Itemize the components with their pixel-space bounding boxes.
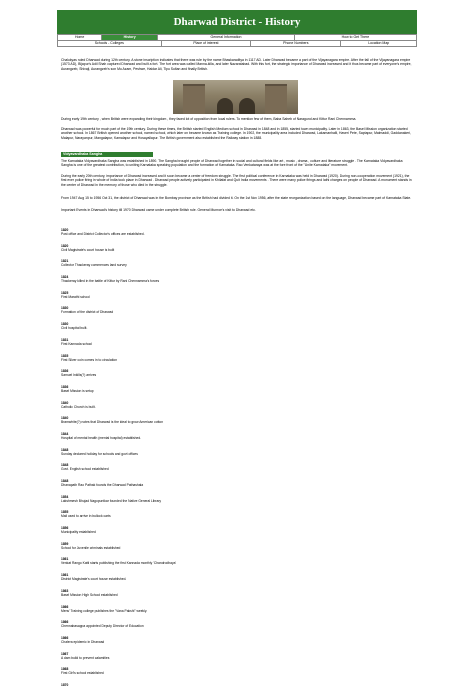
- timeline-year: 1836: [61, 369, 69, 374]
- timeline-entry: [61, 416, 401, 432]
- timeline-event: Thackeray killed in the battle of Kittur by Rani Chennamma's forces: [61, 279, 160, 284]
- nav-link-place-of-interest[interactable]: Place of interest: [161, 41, 251, 47]
- timeline-year: 1840: [61, 416, 69, 421]
- timeline-year: 1825: [61, 290, 69, 295]
- timeline-year: 1859: [61, 541, 69, 546]
- section-paragraph-3: From 1947 Aug 15 to 1956 Oct 31, the district of Dharwad was in the Bombay province as the British had divided it. On the 1st Nov 1956, after the state reorganization based on the language, Dharwad became part of Karnataka State.: [61, 196, 412, 200]
- timeline-entry: [61, 683, 401, 699]
- timeline-event: First Girl's school established: [61, 671, 104, 676]
- section-paragraph-4: Important Events in Dharwad's history till 1970 Dharwad came under complete British rule. General Munroe's visit to Dharwad etc.: [61, 208, 256, 212]
- timeline-event: First Marathi school: [61, 294, 90, 299]
- timeline-entry: [61, 557, 401, 573]
- timeline-year: 1866: [61, 620, 69, 625]
- timeline-year: 1866: [61, 604, 69, 609]
- timeline-year: 1861: [61, 573, 69, 578]
- timeline-event: Venkat Rango Katti starts publishing the first Kannada monthly 'Chandrodhaya': [61, 561, 177, 566]
- timeline-event: Chalera epidemic in Dharwad: [61, 639, 105, 644]
- timeline-event: Bramwhite(?) notes that Dharwad is the ideal to grow American cotton: [61, 420, 164, 425]
- timeline-year: 1855: [61, 510, 69, 515]
- timeline-event: Dhanapath Rao Pathak founds the Dharwad Pathashala: [61, 483, 144, 487]
- timeline-event: Mens' Training college publishes the "Vana Pakshi" weekly.: [61, 608, 148, 613]
- timeline-event: Formation of the district of Dharwad: [61, 310, 114, 315]
- timeline-event: Sunday declared holiday for schools and govt offices: [61, 451, 138, 456]
- timeline-entry: [61, 291, 401, 307]
- timeline-entry: [61, 463, 401, 479]
- section-paragraph-2: During the early 20th century, importance of Dharwad increased and it soon became a center of freedom struggle. The first political conference in Karnataka was held in Dharwad (1920). During non-cooperation movement (1921), the first ever police firing in whole of India took place in Dharwad . Dharwad people actively participated in Khilafat and Quit India movements . There were many police firings and lathi charges on people of Dharwad. A monument stands in the center of Dharwad in the memory of those who died in the struggle.: [61, 174, 412, 187]
- timeline-year: 1831: [61, 337, 69, 342]
- timeline-year: 1840: [61, 400, 69, 405]
- timeline-year: 1856: [61, 526, 69, 531]
- timeline-year: 1863: [61, 588, 69, 593]
- timeline-event: Hospital of mental health (mental hospital) established.: [61, 435, 142, 440]
- timeline-year: 1830: [61, 322, 69, 327]
- timeline-year: 1854: [61, 494, 69, 499]
- timeline-entry: [61, 306, 401, 322]
- timeline-entry: [61, 322, 401, 338]
- timeline-event: Govt. English school established: [61, 467, 109, 472]
- section-paragraph-1: The Karnataka Vidyavardhaka Sangha was established in 1890. The Sangha brought people of Dharwad together in social and cultural fields like art , music , drama , culture and literature struggle . The Karnataka Vidyavardhaka Sangha is one of the greatest contribution, to uniting Karnataka speaking population and the formation of Karnataka. Rao Venkataraya was at the fore front of the "Unite Karnataka" movement.: [61, 159, 403, 168]
- timeline-year: 1848: [61, 463, 69, 468]
- timeline-entry: [61, 652, 401, 668]
- intro-paragraph-1: Chalukyas ruled Dharwad during 12th century. A stone inscription indicates that there was rule by the name Bhaskaraditya in 1117 AD. Later Dharwad became a part of the Vijayanagara empire. After the fall of the Vijayanagara empire (1573 AD), Bijapur's Adil Shah captured Dharwad and built a fort. The fort area was called Manna-killa, and later Nazaratabad. With this fort, the strategic importance of Dharwad increased and it thus became part of everyone's empire, Aurangzeb, Shivaji, Aurangzeb's son Mu Azam, Peshwe, Haidar Ali, Tipu Sultan and finally British.: [61, 58, 412, 71]
- timeline-entry: [61, 275, 401, 291]
- timeline-event: Catholic Church is built.: [61, 404, 96, 409]
- timeline-event: Basel Mission is setup: [61, 388, 94, 393]
- timeline-event: Post office and District Collector's offices are established.: [61, 232, 145, 236]
- page-title: Dharwad District - History: [57, 10, 417, 34]
- nav-link-history[interactable]: History: [102, 35, 158, 41]
- timeline-year: 1848: [61, 479, 69, 483]
- timeline-entry: [61, 432, 401, 448]
- timeline-entry: [61, 401, 401, 417]
- timeline-event: Lakshmesh Bhujad Nagopuntkar founded the Native General Library: [61, 498, 162, 503]
- timeline-event: Basel Mission High School established: [61, 592, 118, 597]
- timeline-entry: [61, 479, 401, 495]
- nav-link-schools-colleges[interactable]: Schools - Colleges: [58, 41, 162, 47]
- timeline-year: 1848: [61, 447, 69, 452]
- secondary-nav: [57, 40, 417, 47]
- timeline-entry: [61, 369, 401, 385]
- timeline-year: 1830: [61, 306, 69, 311]
- timeline-entry: [61, 573, 401, 589]
- timeline-year: 1870: [61, 682, 69, 687]
- timeline-year: 1824: [61, 275, 69, 280]
- timeline-entry: [61, 228, 401, 244]
- section-heading: Vidyavardhaka Sangha: [61, 152, 153, 157]
- timeline-year: 1820: [61, 228, 69, 232]
- timeline-event: District Magistrate's court house established.: [61, 577, 127, 582]
- nav-link-location-map[interactable]: Location Map: [341, 41, 417, 47]
- intro-paragraph-2: During early 19th century , when British were expanding their kingdom , they faced lot of opposition from local rulers. To mention few of them, Baba Saheb of Naragund and Kittur Rani Chennamma.: [61, 117, 357, 121]
- timeline-event: School for Juvenile criminals established: [61, 545, 121, 550]
- timeline-event: Samuel Inkills(?) arrives: [61, 373, 97, 378]
- intro-paragraph-3: Dharwad was powerful for much part of the 19th century. During these times, the British started English Medium school in Dharwad in 1848 and in 1855, started town municipality. Later in 1863, the Basel Mission organization started another school. In 1867 British opened another school, named school, which later on became known as Training college. In 1902, the municipality area included Dharwad, Lakamanhalli, Haveri Pete, Saptapur, Malmaddi, Gaddanakeri, Malapur, Narayanpur, Mangalapur, Kamalapur and Hosayallapur. The British government also established the Railway station in 1888.: [61, 127, 412, 140]
- timeline-entry: [61, 636, 401, 652]
- timeline-event: Civil hospital built.: [61, 326, 88, 331]
- timeline-entry: [61, 605, 401, 621]
- timeline-year: 1861: [61, 557, 69, 562]
- timeline-entry: [61, 542, 401, 558]
- timeline-event: Collector Thackeray commences land survey: [61, 263, 127, 268]
- timeline-event: First Kannada school: [61, 341, 92, 346]
- timeline-entry: [61, 620, 401, 636]
- timeline-entry: [61, 259, 401, 275]
- timeline-entry: [61, 495, 401, 511]
- timeline-year: 1820: [61, 243, 69, 248]
- timeline-entry: [61, 354, 401, 370]
- nav-link-phone-numbers[interactable]: Phone Numbers: [251, 41, 341, 47]
- timeline-event: Mail used to arrive in bullock carts: [61, 514, 111, 519]
- timeline-entry: [61, 589, 401, 605]
- timeline-event: Municipality established: [61, 530, 96, 535]
- dharwad-fort-photo: [173, 80, 298, 114]
- timeline-entry: [61, 244, 401, 260]
- timeline-entry: [61, 338, 401, 354]
- timeline-year: 1866: [61, 635, 69, 640]
- timeline-year: 1867: [61, 651, 69, 656]
- timeline-entry: [61, 385, 401, 401]
- timeline-year: 1868: [61, 667, 69, 672]
- history-timeline: [61, 228, 401, 699]
- timeline-year: 1835: [61, 353, 69, 358]
- timeline-event: First Silver coin comes in to circulation: [61, 357, 118, 362]
- timeline-entry: [61, 448, 401, 464]
- nav-link-general-information[interactable]: General Information: [158, 35, 295, 41]
- timeline-year: 1844: [61, 431, 69, 436]
- timeline-entry: [61, 526, 401, 542]
- timeline-event: Civil Magistrate's court house is built: [61, 247, 115, 252]
- timeline-entry: [61, 667, 401, 683]
- nav-link-home[interactable]: Home: [58, 35, 102, 41]
- timeline-year: 1836: [61, 384, 69, 389]
- timeline-event: A dam build to prevent calamities: [61, 655, 110, 660]
- timeline-entry: [61, 510, 401, 526]
- timeline-year: 1821: [61, 259, 69, 264]
- timeline-event: Chennabasappa appointed Deputy Director of Education: [61, 624, 144, 629]
- nav-link-how-to-get-there[interactable]: How to Get There: [294, 35, 416, 41]
